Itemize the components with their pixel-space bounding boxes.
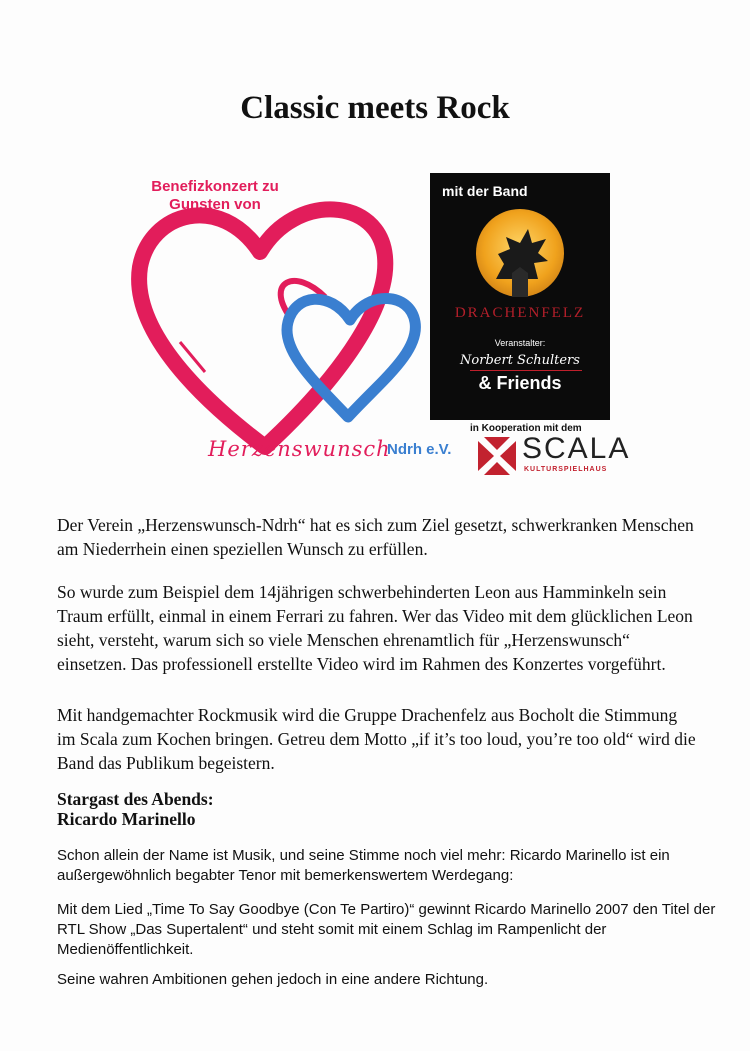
- organizer-name: Norbert Schulters: [460, 353, 580, 368]
- paragraph-leon: So wurde zum Beispiel dem 14jährigen schwerbehinderten Leon aus Hamminkeln sein Traum erfüllt, einmal in einem Ferrari zu fahren. Wer das Video mit dem glücklichen Leon sieht, versteht, warum sich so viele Menschen ehrenamtlich für „Herzenswunsch“ einsetzen. Das professionell erstellte Video wird im Rahmen des Konzertes vorgeführt.: [57, 582, 693, 674]
- venue-subtitle: KULTURSPIELHAUS: [524, 466, 608, 473]
- hearts-logo: [110, 172, 470, 482]
- organizer-divider: [470, 370, 582, 371]
- dragon-icon: [476, 209, 564, 297]
- paragraph-intro: Der Verein „Herzenswunsch-Ndrh“ hat es sich zum Ziel gesetzt, schwerkranken Menschen am Niederrhein einen speziellen Wunsch zu erfüllen.: [57, 515, 694, 559]
- page-title: Classic meets Rock: [240, 90, 510, 126]
- star-guest-name: Ricardo Marinello: [57, 809, 196, 829]
- venue-name: SCALA: [522, 432, 631, 465]
- band-poster: [430, 173, 610, 420]
- charity-name-suffix: Ndrh e.V.: [387, 441, 452, 458]
- scala-logo-icon: [478, 437, 516, 475]
- bio-paragraph-2: Mit dem Lied „Time To Say Goodbye (Con Te Partiro)“ gewinnt Ricardo Marinello 2007 den Titel der RTL Show „Das Supertalent“ und steht somit mit einem Schlag im Rampenlicht der Medienöffentlichkeit.: [57, 901, 716, 958]
- cooperation-text: in Kooperation mit dem: [470, 423, 582, 434]
- band-intro: mit der Band: [442, 183, 528, 199]
- organizer-friends: & Friends: [478, 373, 562, 393]
- bio-paragraph-3: Seine wahren Ambitionen gehen jedoch in eine andere Richtung.: [57, 971, 489, 988]
- charity-name-script: Herzenswunsch: [208, 437, 391, 461]
- band-name: DRACHENFELZ: [454, 305, 586, 321]
- bio-paragraph-1: Schon allein der Name ist Musik, und seine Stimme noch viel mehr: Ricardo Marinello ist ein außergewöhnlich begabter Tenor mit bemerkenswertem Werdegang:: [57, 847, 670, 884]
- organizer-label: Veranstalter:: [494, 338, 546, 348]
- benefit-text: Benefizkonzert zu Gunsten von: [151, 178, 279, 213]
- paragraph-band: Mit handgemachter Rockmusik wird die Gruppe Drachenfelz aus Bocholt die Stimmung im Scala zum Kochen bringen. Getreu dem Motto „if it’s too loud, you’re too old“ wird die Band das Publikum begeistern.: [57, 705, 696, 773]
- star-guest-heading: Stargast des Abends:: [57, 789, 214, 809]
